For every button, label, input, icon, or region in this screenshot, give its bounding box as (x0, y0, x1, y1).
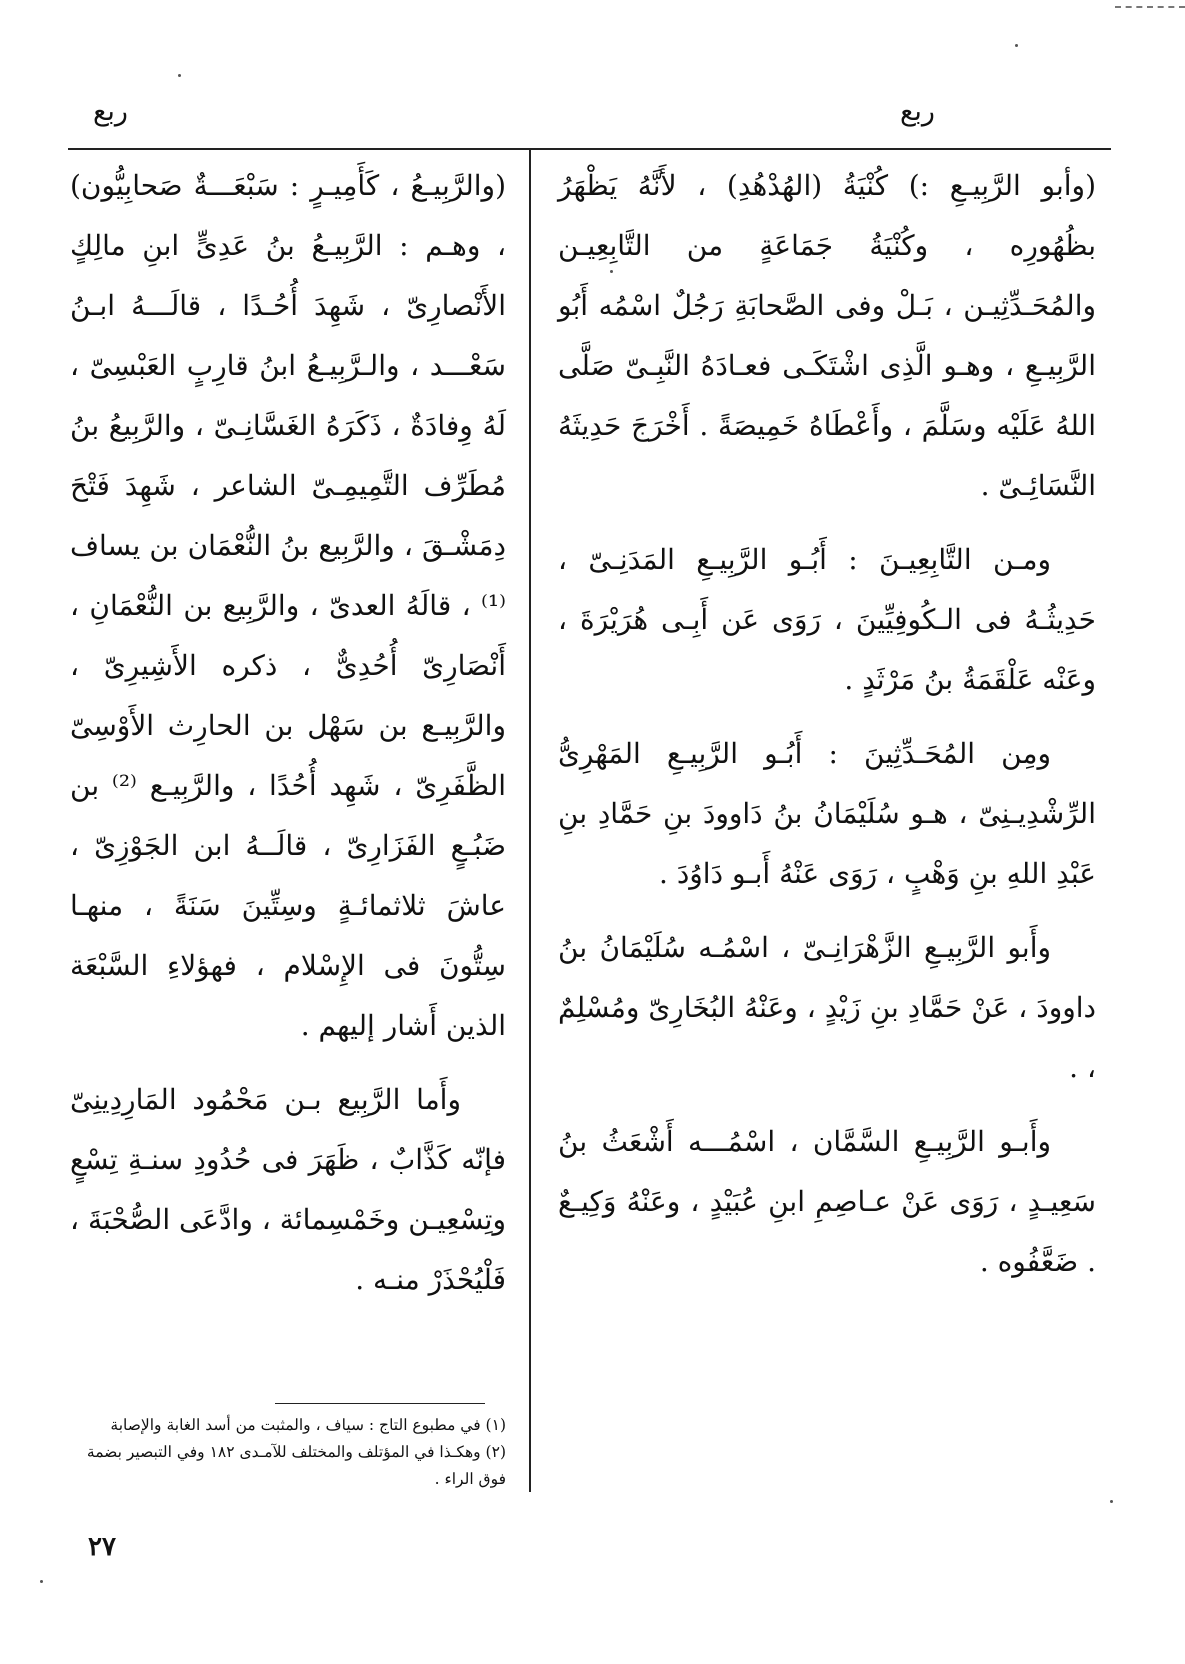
page-number: ٢٧ (88, 1532, 116, 1562)
entry-al-maridini: وأَما الرَّبِيع بـن مَحْمُود المَارِدِينِىّ فإنّه كَذَّابٌ ، ظَهَرَ فى حُدُودِ سنـةِ تِسْعٍ وتِسْعِيـن وخَمْسِمائة ، وادَّعَى الصُّحْبَةَ ، فَلْيُحْذَرْ منـه . (70, 1083, 506, 1296)
entry-abu-al-rabi-hoopoe: (وأبو الرَّبِيـعِ :) كُنْيَةُ (الهُدْهُدِ) ، لأَنَّهُ يَظْهَرُ بظُهُورِه ، وكُنْيَةُ جَمَاعَةٍ من التَّابِعِيـن والمُحَـدِّثِيـن ، بَـلْ وفى الصَّحابَةِ رَجُلٌ اسْمُه أَبُو الرَّبِيـعِ ، وهـو الَّذِى اشْتَكَـى فعـادَهُ النَّبِـىّ صَلَّى اللهُ عَلَيْه وسَلَّمَ ، وأَعْطَاهُ خَمِيصَةً . أَخْرَجَ حَدِيثَهُ النَّسَائِـىّ . (558, 169, 1096, 502)
right-column (558, 156, 1096, 1306)
entry-muhaddithun: ومِن المُحَـدِّثِينَ : أَبُـو الرَّبِيـعِ المَهْرِىُّ الرِّشْدِيـنِىّ ، هـو سُلَيْمَانُ بنُ دَاوودَ بنِ حَمَّادِ بنِ عَبْدِ اللهِ بنِ وَهْبٍ ، رَوَى عَنْهُ أَبـو دَاوُدَ . (558, 737, 1096, 890)
footnote-1: (١) في مطبوع التاج : سياف ، والمثبت من أسد الغابة والإصابة (110, 1416, 506, 1434)
running-header-right: ربع (900, 96, 935, 127)
left-column (70, 156, 506, 1324)
footnotes (70, 1412, 506, 1493)
header-rule (68, 148, 1111, 150)
entry-tabiun: ومـن التَّابِعِيـنَ : أَبُـو الرَّبِيـعِ المَدَنِـىّ ، حَدِيثُـهُ فى الـكُوفِيِّينَ ، رَوَى عَن أَبِـى هُرَيْرَةَ ، وعَنْه عَلْقَمَةُ بنُ مَرْثَدٍ . (558, 543, 1096, 696)
entry-al-samman: وأَبـو الرَّبِيـعِ السَّمَّان ، اسْمُـــه أَشْعَثُ بنُ سَعِيـدٍ ، رَوَى عَنْ عـاصِمِ ابنِ عُبَيْدٍ ، وعَنْهُ وَكِيـعٌ . ضَعَّفُوه . (558, 1125, 1096, 1278)
footnote-rule (275, 1403, 485, 1404)
entry-al-rabi-companions: (والرَّبِيـعُ ، كَأَمِيـرٍ : سَبْعَـــةٌ صَحابِيُّون) ، وهـم : الرَّبِيـعُ بنُ عَدِىٍّ ابنِ مالِكٍ الأَنْصارِىّ ، شَهِدَ أُحُـدًا ، قالَـــهُ ابـنُ سَعْـــد ، والـرَّبِيـعُ ابنُ قارِبٍ العَبْسِىّ ، لَهُ وِفادَةٌ ، ذَكَرَهُ الغَسَّانِـىّ ، والرَّبِيعُ بنُ مُطَرِّف التَّمِيمِـىّ الشاعر ، شَهِدَ فَتْحَ دِمَشْـقَ ، والرَّبِيع بنُ النُّعْمَان بن يساف ⁽¹⁾ ، قالَهُ العدىّ ، والرَّبِيع بن النُّعْمَانِ ، أَنْصَارِىّ أُحُدِىٌّ ، ذكره الأَشِيرِىّ ، والرَّبِيـع بن سَهْل بن الحارِث الأَوْسِىّ الظَّفَرِىّ ، شَهِد أُحُدًا ، والرَّبِيـع ⁽²⁾ بن ضَبُـعٍ الفَزَارِىّ ، قالَــهُ ابن الجَوْزِىّ ، عاشَ ثلاثمائـةٍ وسِتِّينَ سَنَةً ، منهـا سِتُّونَ فى الإِسْلام ، فهؤلاءِ السَّبْعَة الذين أَشار إليهم . (70, 169, 506, 1042)
entry-al-zahrani: وأَبو الرَّبِيـعِ الزَّهْرَانِـىّ ، اسْمُـه سُلَيْمَانُ بنُ داوودَ ، عَنْ حَمَّادِ بنِ زَيْدٍ ، وعَنْهُ البُخَارِىّ ومُسْلِمٌ ، . (558, 931, 1096, 1084)
running-header-left: ربع (93, 96, 128, 127)
footnote-2: (٢) وهكـذا في المؤتلف والمختلف للآمـدى ١٨٢ وفي التبصير بضمة فوق الراء . (86, 1443, 506, 1488)
column-divider (529, 149, 531, 1492)
scan-edge-mark (1115, 6, 1185, 8)
